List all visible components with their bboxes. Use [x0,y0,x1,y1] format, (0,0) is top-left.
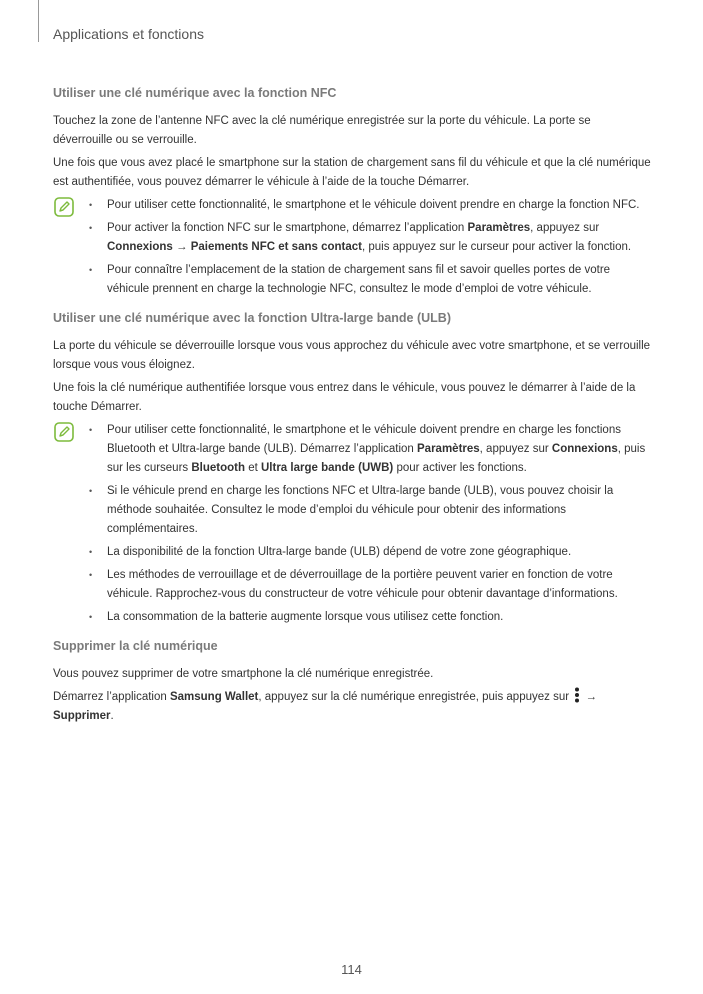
section-nfc [53,84,653,299]
note-pencil-icon [54,197,74,217]
note-block [53,196,653,299]
ui-term: Paramètres [467,222,531,234]
section-ulb [53,309,653,627]
note-pencil-icon [54,422,74,442]
note-list [89,421,653,627]
page-number: 114 [341,962,362,977]
paragraph: Une fois la clé numérique authentifiée lorsque vous entrez dans le véhicule, vous pouvez le démarrer à l’aide de la touche Démarrer. [53,382,636,413]
list-item: • Pour utiliser cette fonctionnalité, le smartphone et le véhicule doivent prendre en charge la fonction NFC. [89,196,653,215]
list-item: • Pour utiliser cette fonctionnalité, le smartphone et le véhicule doivent prendre en charge les fonctions Bluetooth et Ultra-large bande (ULB). Démarrez l’application Paramètres, appuyez sur Connexions, puis sur les curseurs Bluetooth et Ultra large bande (UWB) pour activer les fonctions. [89,421,653,478]
list-item: • Pour activer la fonction NFC sur le smartphone, démarrez l’application Paramètres, appuyez sur Connexions → Paiements NFC et sans contact, puis appuyez sur le curseur pour activer la fonction. [89,219,653,257]
list-item: • Les méthodes de verrouillage et de déverrouillage de la portière peuvent varier en fonction de votre véhicule. Rapprochez-vous du constructeur de votre véhicule pour obtenir davantage d’informations. [89,566,653,604]
section-heading: Utiliser une clé numérique avec la fonction Ultra-large bande (ULB) [53,311,451,325]
paragraph: Une fois que vous avez placé le smartphone sur la station de chargement sans fil du véhicule et que la clé numérique est authentifiée, vous pouvez démarrer le véhicule à l’aide de la touche Démarrer. [53,157,651,188]
list-item: • Pour connaître l’emplacement de la station de chargement sans fil et savoir quelles portes de votre véhicule prennent en charge la technologie NFC, consultez le mode d’emploi de votre véhicule. [89,261,653,299]
ui-term: Connexions [551,443,618,455]
section-delete-key [53,637,653,726]
ui-term: Paiements NFC et sans contact [190,241,362,253]
note-list [89,196,653,299]
paragraph: Vous pouvez supprimer de votre smartphone la clé numérique enregistrée. [53,668,434,680]
list-item: • La disponibilité de la fonction Ultra-large bande (ULB) dépend de votre zone géographique. [89,543,653,562]
paragraph: La porte du véhicule se déverrouille lorsque vous vous approchez du véhicule avec votre smartphone, et se verrouille lorsque vous vous éloignez. [53,340,651,371]
ui-term: Ultra large bande (UWB) [261,462,394,474]
page-content [53,84,653,736]
page-header-title: Applications et fonctions [53,26,204,42]
header-rule [38,0,39,42]
list-item: • La consommation de la batterie augmente lorsque vous utilisez cette fonction. [89,608,653,627]
ui-term: Paramètres [417,443,480,455]
paragraph: Démarrez l’application Samsung Wallet, appuyez sur la clé numérique enregistrée, puis appuyez sur → Supprimer. [53,688,653,726]
ui-term: Bluetooth [191,462,246,474]
ui-term: Samsung Wallet [169,691,259,703]
paragraph: Touchez la zone de l’antenne NFC avec la clé numérique enregistrée sur la porte du véhicule. La porte se déverrouille ou se verrouille. [53,115,591,146]
more-options-icon [574,687,580,703]
note-block [53,421,653,627]
ui-term: Supprimer [53,710,111,722]
list-item: • Si le véhicule prend en charge les fonctions NFC et Ultra-large bande (ULB), vous pouvez choisir la méthode souhaitée. Consultez le mode d’emploi du véhicule pour obtenir des informations complémentaires. [89,482,653,539]
ui-term: Connexions [107,241,173,253]
section-heading: Supprimer la clé numérique [53,639,218,653]
section-heading: Utiliser une clé numérique avec la fonction NFC [53,86,337,100]
